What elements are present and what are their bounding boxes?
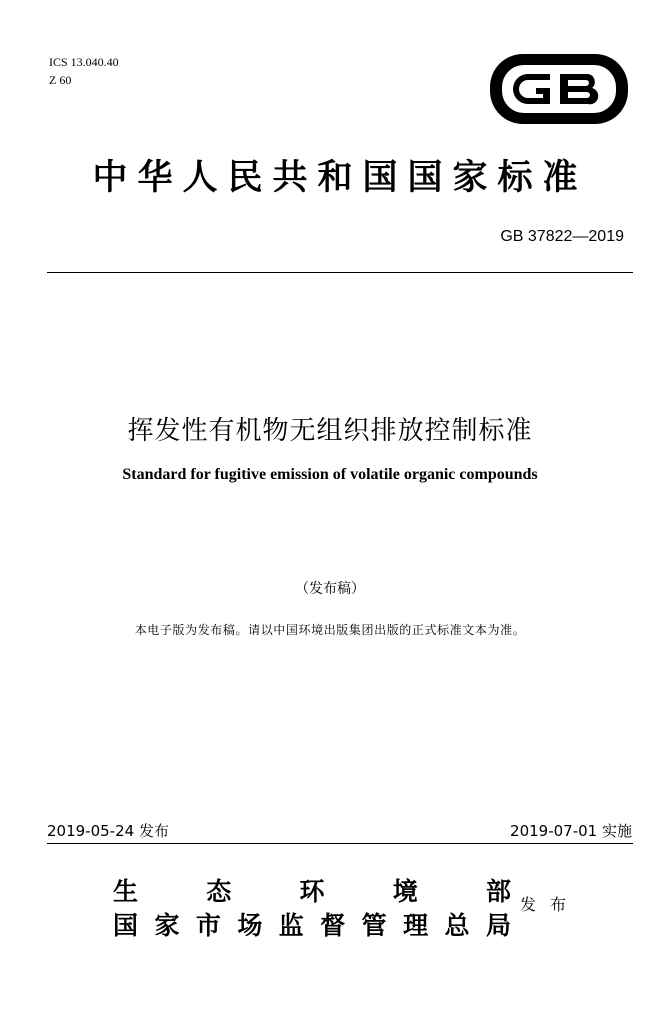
implement-date: 2019-07-01 实施	[510, 822, 632, 840]
issuer-char: 态	[206, 877, 232, 906]
national-standard-heading: 中华人民共和国国家标准	[92, 158, 588, 198]
issuer-administration	[113, 906, 511, 942]
issuer-char: 家	[154, 911, 180, 940]
publish-label: 发布	[520, 895, 581, 914]
issuer-ministry	[113, 872, 511, 908]
edition-note: 本电子版为发布稿。请以中国环境出版集团出版的正式标准文本为准。	[134, 623, 526, 637]
issuer-char: 部	[485, 877, 511, 906]
issuer-char: 理	[403, 911, 429, 940]
gb-logo	[488, 52, 630, 126]
issuer-char: 环	[299, 877, 325, 906]
issuer-char: 场	[237, 911, 263, 940]
issuer-char: 总	[444, 911, 470, 940]
issuer-char: 监	[278, 911, 304, 940]
issue-date: 2019-05-24 发布	[47, 822, 169, 840]
issuer-char: 市	[195, 911, 221, 940]
top-divider	[47, 272, 633, 273]
issuer-char: 局	[485, 911, 511, 940]
chinese-title: 挥发性有机物无组织排放控制标准	[127, 416, 533, 446]
ics-code: ICS 13.040.40	[49, 55, 119, 69]
english-title: Standard for fugitive emission of volatile organic compounds	[122, 466, 538, 483]
bottom-divider	[47, 843, 633, 844]
draft-label: （发布稿）	[295, 581, 365, 597]
issuer-char: 国	[113, 911, 139, 940]
issuer-char: 管	[361, 911, 387, 940]
issuer-char: 境	[392, 877, 418, 906]
issuer-char: 督	[320, 911, 346, 940]
classification-code: Z 60	[49, 73, 72, 87]
issuer-char: 生	[113, 877, 139, 906]
standard-number: GB 37822—2019	[500, 228, 624, 245]
